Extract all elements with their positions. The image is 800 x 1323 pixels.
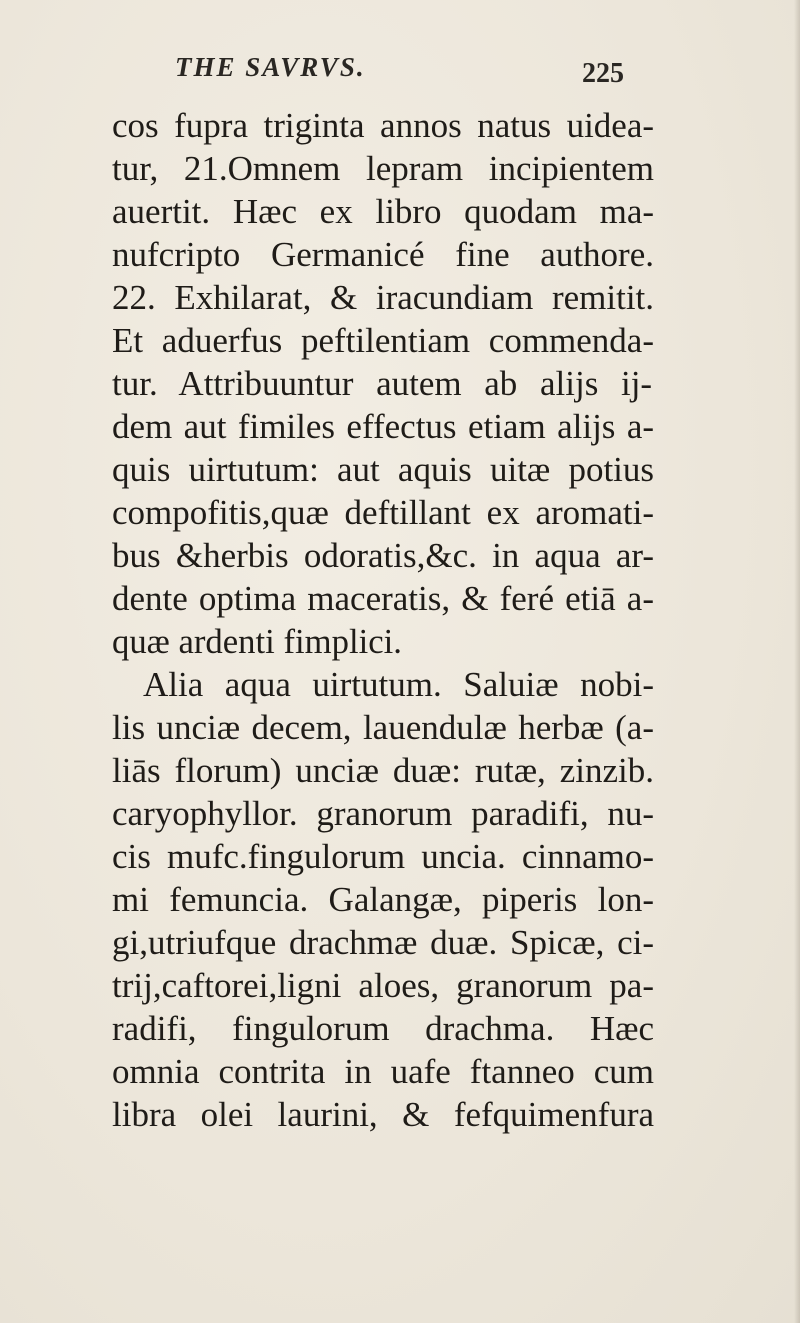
text-line: bus &herbis odoratis,&c. in aqua ar-	[112, 536, 654, 575]
text-line: compofitis,quæ deftillant ex aromati-	[112, 493, 655, 532]
page-edge-shadow	[794, 0, 800, 1323]
text-line: nufcripto Germanicé fine authore.	[112, 235, 654, 274]
page-number: 225	[582, 58, 624, 89]
text-line: gi,utriufque drachmæ duæ. Spicæ, ci-	[112, 923, 655, 962]
text-line: quis uirtutum: aut aquis uitæ potius	[112, 450, 655, 489]
text-line: cos fupra triginta annos natus uidea-	[112, 106, 655, 145]
text-line: tur. Attribuuntur autem ab alijs ij-	[112, 364, 653, 403]
text-line: libra olei laurini, & fefquimenfura	[112, 1095, 655, 1134]
text-line: omnia contrita in uafe ftanneo cum	[112, 1052, 654, 1091]
text-line: trij,caftorei,ligni aloes, granorum pa-	[112, 966, 654, 1005]
running-head: THE SAVRVS.	[175, 52, 366, 82]
text-line: cis mufc.fingulorum uncia. cinnamo-	[112, 837, 655, 876]
text-line: dem aut fimiles effectus etiam alijs a-	[112, 407, 655, 446]
text-line: mi femuncia. Galangæ, piperis lon-	[112, 880, 654, 919]
text-line: 22. Exhilarat, & iracundiam remitit.	[112, 278, 655, 317]
text-line: quæ ardenti fimplici.	[112, 622, 402, 661]
text-line: caryophyllor. granorum paradifi, nu-	[112, 794, 654, 833]
text-line: liās florum) unciæ duæ: rutæ, zinzib.	[112, 751, 654, 790]
text-line: tur, 21.Omnem lepram incipientem	[112, 149, 654, 188]
text-line: Et aduerfus peftilentiam commenda-	[112, 321, 654, 360]
text-line: radifi, fingulorum drachma. Hæc	[112, 1009, 655, 1048]
text-line: auertit. Hæc ex libro quodam ma-	[112, 192, 655, 231]
text-line: lis unciæ decem, lauendulæ herbæ (a-	[112, 708, 654, 747]
text-line: Alia aqua uirtutum. Saluiæ nobi-	[143, 665, 655, 704]
text-line: dente optima maceratis, & feré etiā a-	[112, 579, 654, 618]
